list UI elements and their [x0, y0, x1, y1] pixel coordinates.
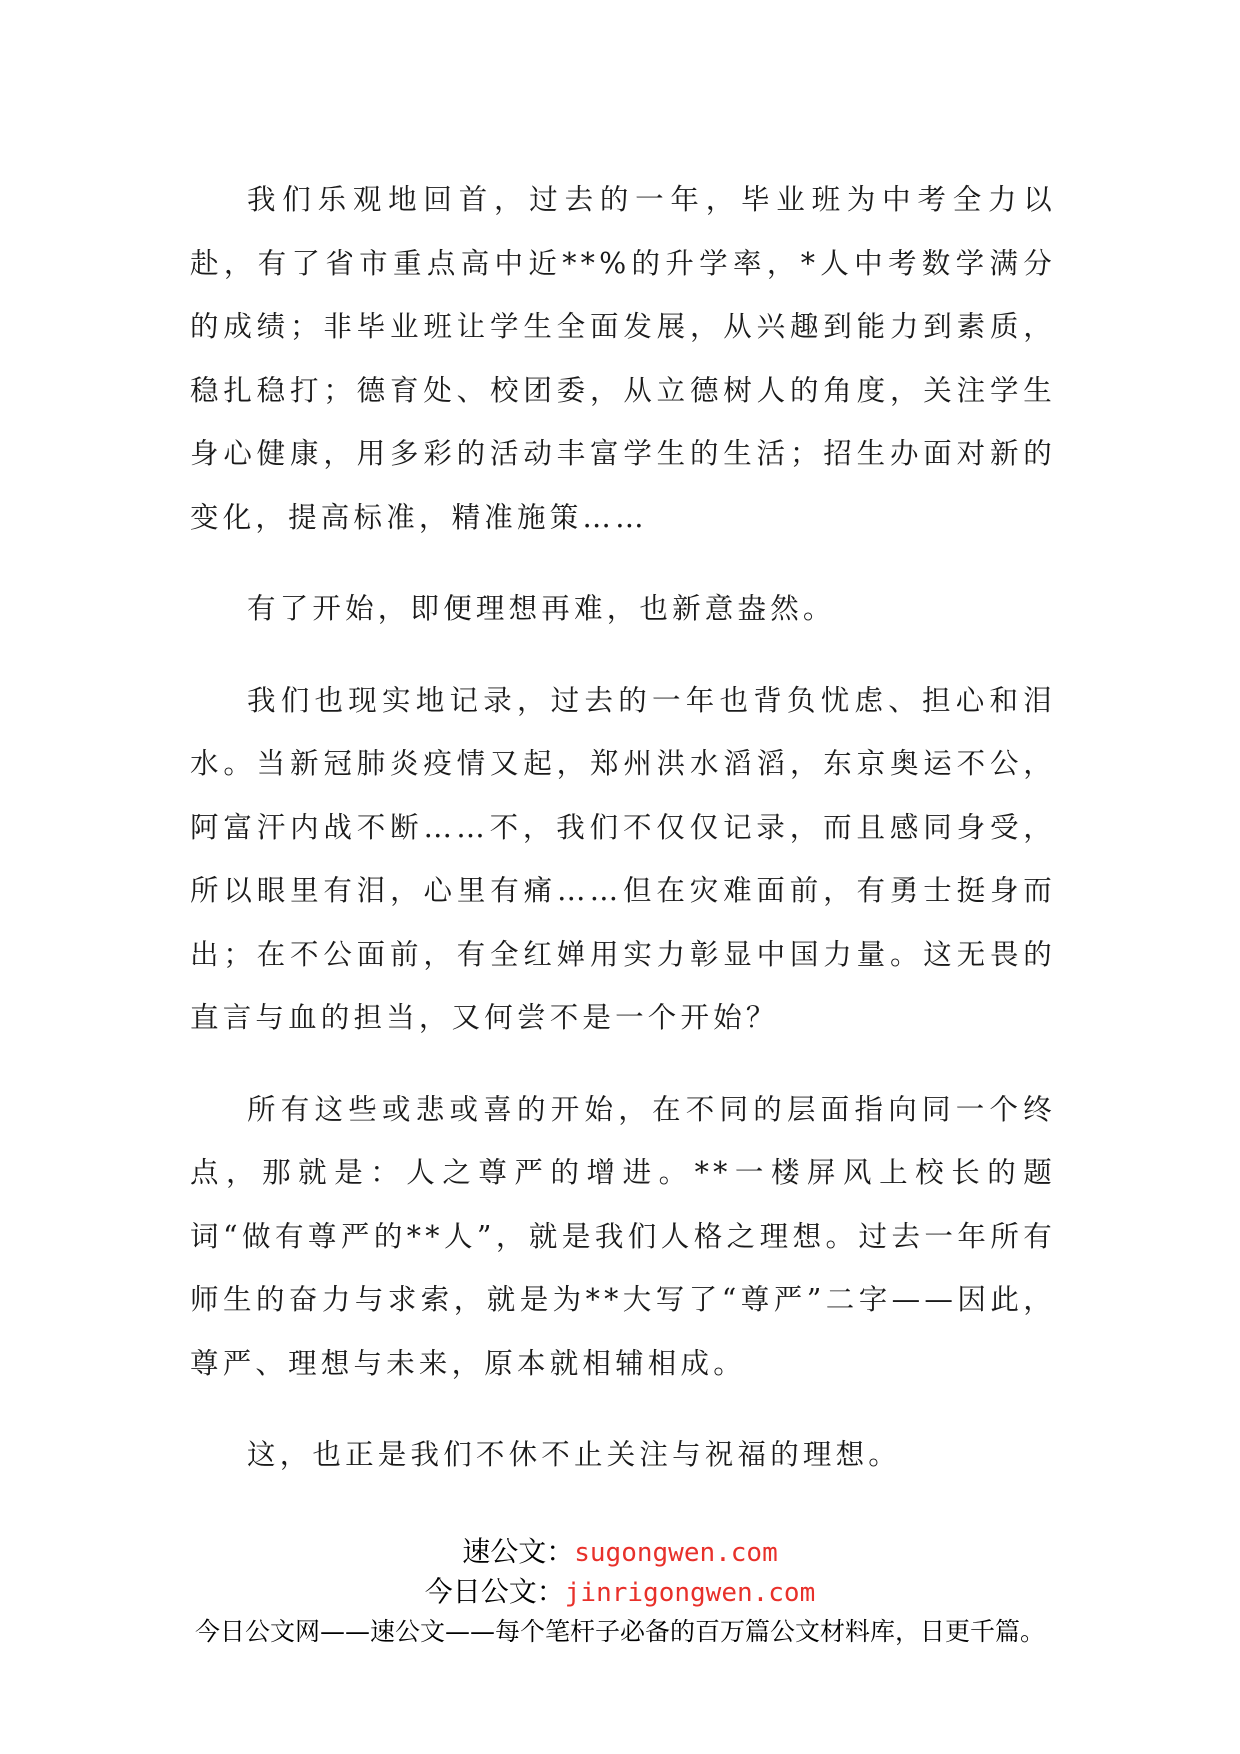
paragraph-5: 这，也正是我们不休不止关注与祝福的理想。	[247, 1438, 902, 1471]
footer-jinrigongwen-link[interactable]: jinrigongwen.com	[564, 1578, 816, 1608]
footer-sugongwen-line	[0, 1532, 1240, 1572]
paragraph-1: 我们乐观地回首，过去的一年，毕业班为中考全力以赴，有了省市重点高中近**%的升学率，*人中考数学满分的成绩；非毕业班让学生全面发展，从兴趣到能力到素质，稳扎稳打；德育处、校团委，从立德树人的角度，关注学生身心健康，用多彩的活动丰富学生的生活；招生办面对新的变化，提高标准，精准施策……	[190, 183, 1056, 534]
paragraph-4: 所有这些或悲或喜的开始，在不同的层面指向同一个终点，那就是：人之尊严的增进。**一楼屏风上校长的题词“做有尊严的**人”，就是我们人格之理想。过去一年所有师生的奋力与求索，就是为**大写了“尊严”二字——因此，尊严、理想与未来，原本就相辅相成。	[190, 1092, 1056, 1380]
page-footer	[0, 1532, 1240, 1652]
footer-jinrigongwen-line	[0, 1572, 1240, 1612]
footer-sugongwen-link[interactable]: sugongwen.com	[574, 1538, 778, 1568]
footer-sugongwen-label: 速公文：	[462, 1535, 575, 1568]
paragraph-2: 有了开始，即便理想再难，也新意盎然。	[247, 592, 836, 625]
paragraph-3: 我们也现实地记录，过去的一年也背负忧虑、担心和泪水。当新冠肺炎疫情又起，郑州洪水滔滔，东京奥运不公，阿富汗内战不断……不，我们不仅仅记录，而且感同身受，所以眼里有泪，心里有痛……但在灾难面前，有勇士挺身而出；在不公面前，有全红婵用实力彰显中国力量。这无畏的直言与血的担当，又何尝不是一个开始？	[190, 683, 1056, 1034]
document-body	[190, 168, 1056, 1487]
footer-tagline: 今日公文网——速公文——每个笔杆子必备的百万篇公文材料库，日更千篇。	[194, 1617, 1045, 1646]
footer-jinrigongwen-label: 今日公文：	[424, 1575, 565, 1608]
